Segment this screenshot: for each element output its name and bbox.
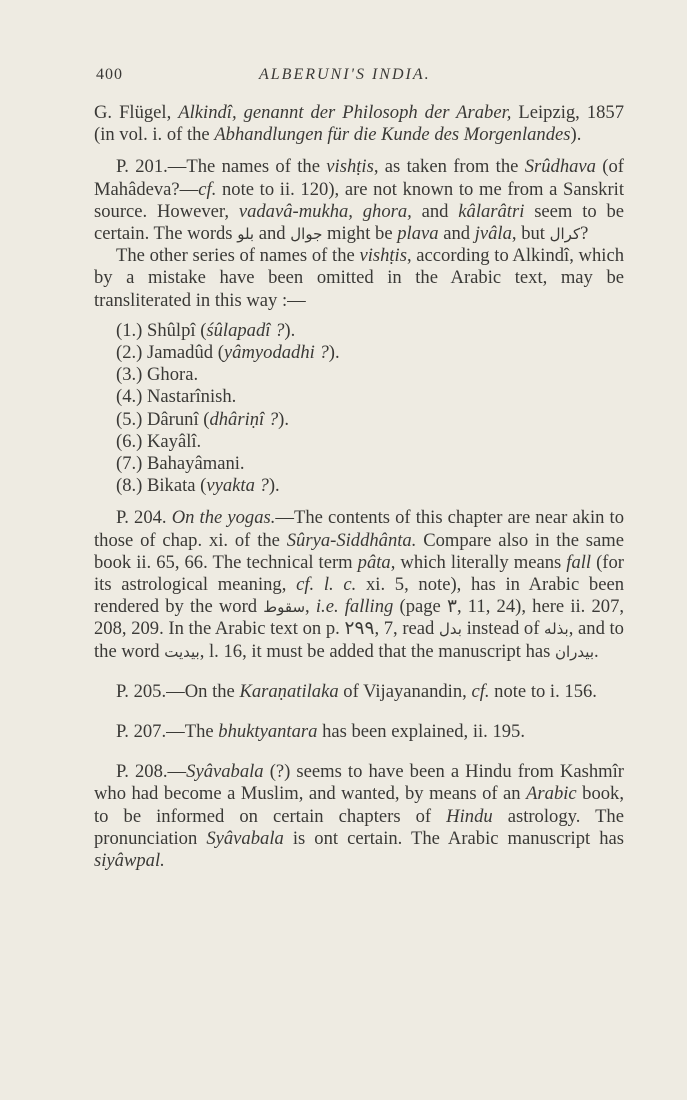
- italic-text: Karaṇatilaka: [239, 680, 339, 702]
- list-item: (7.) Bahayâmani.: [116, 453, 245, 475]
- arabic-word: جوال: [290, 225, 323, 244]
- arabic-word: كرال: [549, 225, 581, 244]
- italic-text: Sûrya-Siddhânta.: [286, 529, 417, 551]
- italic-text: kâlarâtri: [458, 200, 525, 222]
- vishti-names-list: [116, 320, 624, 498]
- list-item: (3.) Ghora.: [116, 364, 199, 386]
- paragraph-flugel-reference: G. Flügel, Alkindî, genannt der Philosoph der Araber, Leipzig, 1857 (in vol. i. of the Abhandlungen für die Kunde des Morgenlandes).: [94, 102, 625, 146]
- italic-text: cf. l. c.: [296, 574, 357, 596]
- italic-text: Hindu: [446, 805, 493, 827]
- italic-text: Syâvabala: [206, 827, 284, 849]
- paragraph-p207: P. 207.—The bhuktyantara has been explained, ii. 195.: [116, 721, 525, 743]
- running-title: ALBERUNI'S INDIA.: [259, 66, 431, 83]
- page-number: 400: [96, 66, 123, 83]
- list-item: (2.) Jamadûd (yâmyodadhi ?).: [116, 342, 340, 364]
- arabic-word: بدل: [438, 620, 462, 639]
- page-body: [94, 102, 624, 872]
- italic-text: vyakta ?: [206, 475, 269, 497]
- list-item: (1.) Shûlpî (śûlapadî ?).: [116, 319, 296, 341]
- italic-text: pâta: [357, 551, 391, 573]
- arabic-word: بذله: [544, 620, 569, 639]
- italic-text: cf.: [471, 680, 490, 702]
- italic-text: dhâriṇî ?: [209, 408, 279, 430]
- arabic-word: بيديت: [164, 642, 200, 661]
- italic-text: On the yogas.: [171, 507, 276, 529]
- italic-text: vishṭis: [359, 245, 407, 267]
- paragraph-p208: P. 208.—Syâvabala (?) seems to have been a Hindu from Kashmîr who had become a Muslim, and wanted, by means of an Arabic book, to be informed on certain chapters of Hindu astrology. The pronunciation Syâvabala is ont certain. The Arabic manuscript has siyâwpal.: [94, 761, 625, 872]
- italic-text: vadavâ-mukha, ghora,: [238, 200, 412, 222]
- italic-text: vishṭis: [326, 156, 374, 178]
- paragraph-p204-yogas: P. 204. On the yogas.—The contents of this chapter are near akin to those of chap. xi. of the Sûrya-Siddhânta. Compare also in the same book ii. 65, 66. The technical term pâta, which literally means fall (for its astrological meaning, cf. l. c. xi. 5, note), has in Arabic been rendered by the word سقوط, i.e. falling (page ٣, 11, 24), here ii. 207, 208, 209. In the Arabic text on p. ٢٩٩, 7, read بدل instead of بذله, and to the word بيديت, l. 16, it must be added that the manuscript has بيدران.: [94, 507, 625, 662]
- paragraph-p201: P. 201.—The names of the vishṭis, as taken from the Srûdhava (of Mahâdeva?—cf. note to ii. 120), are not known to me from a Sanskrit source. However, vadavâ-mukha, ghora, and kâlarâtri seem to be certain. The words بلو and جوال might be plava and jvâla, but كرال?: [94, 156, 624, 245]
- arabic-word: بلو: [237, 225, 255, 244]
- italic-text: śûlapadî ?: [206, 319, 285, 341]
- list-item: (8.) Bikata (vyakta ?).: [116, 475, 280, 497]
- italic-text: i.e. falling: [315, 596, 394, 618]
- paragraph-p205: P. 205.—On the Karaṇatilaka of Vijayanandin, cf. note to i. 156.: [116, 680, 597, 702]
- italic-text: Arabic: [526, 783, 577, 805]
- list-item: (4.) Nastarînish.: [116, 386, 237, 408]
- paragraph-other-series: The other series of names of the vishṭis, according to Alkindî, which by a mistake have been omitted in the Arabic text, may be transliterated in this way :—: [94, 245, 624, 311]
- italic-text: yâmyodadhi ?: [223, 342, 329, 364]
- italic-text: Syâvabala: [186, 761, 264, 783]
- list-item: (5.) Dârunî (dhâriṇî ?).: [116, 408, 289, 430]
- list-item: (6.) Kayâlî.: [116, 430, 202, 452]
- italic-text: cf.: [198, 178, 217, 200]
- italic-text: siyâwpal.: [94, 850, 165, 872]
- italic-text: plava: [397, 223, 439, 245]
- italic-text: fall: [566, 551, 592, 573]
- italic-text: bhuktyantara: [218, 721, 318, 743]
- running-header: [96, 66, 621, 88]
- italic-text: Abhandlungen für die Kunde des Morgenlandes: [214, 124, 571, 146]
- arabic-word: سقوط: [263, 598, 306, 617]
- italic-text: jvâla: [474, 223, 512, 245]
- italic-text: Srûdhava: [524, 156, 596, 178]
- arabic-word: بيدران: [555, 642, 595, 661]
- italic-text: Alkindî, genannt der Philosoph der Araber,: [178, 102, 512, 123]
